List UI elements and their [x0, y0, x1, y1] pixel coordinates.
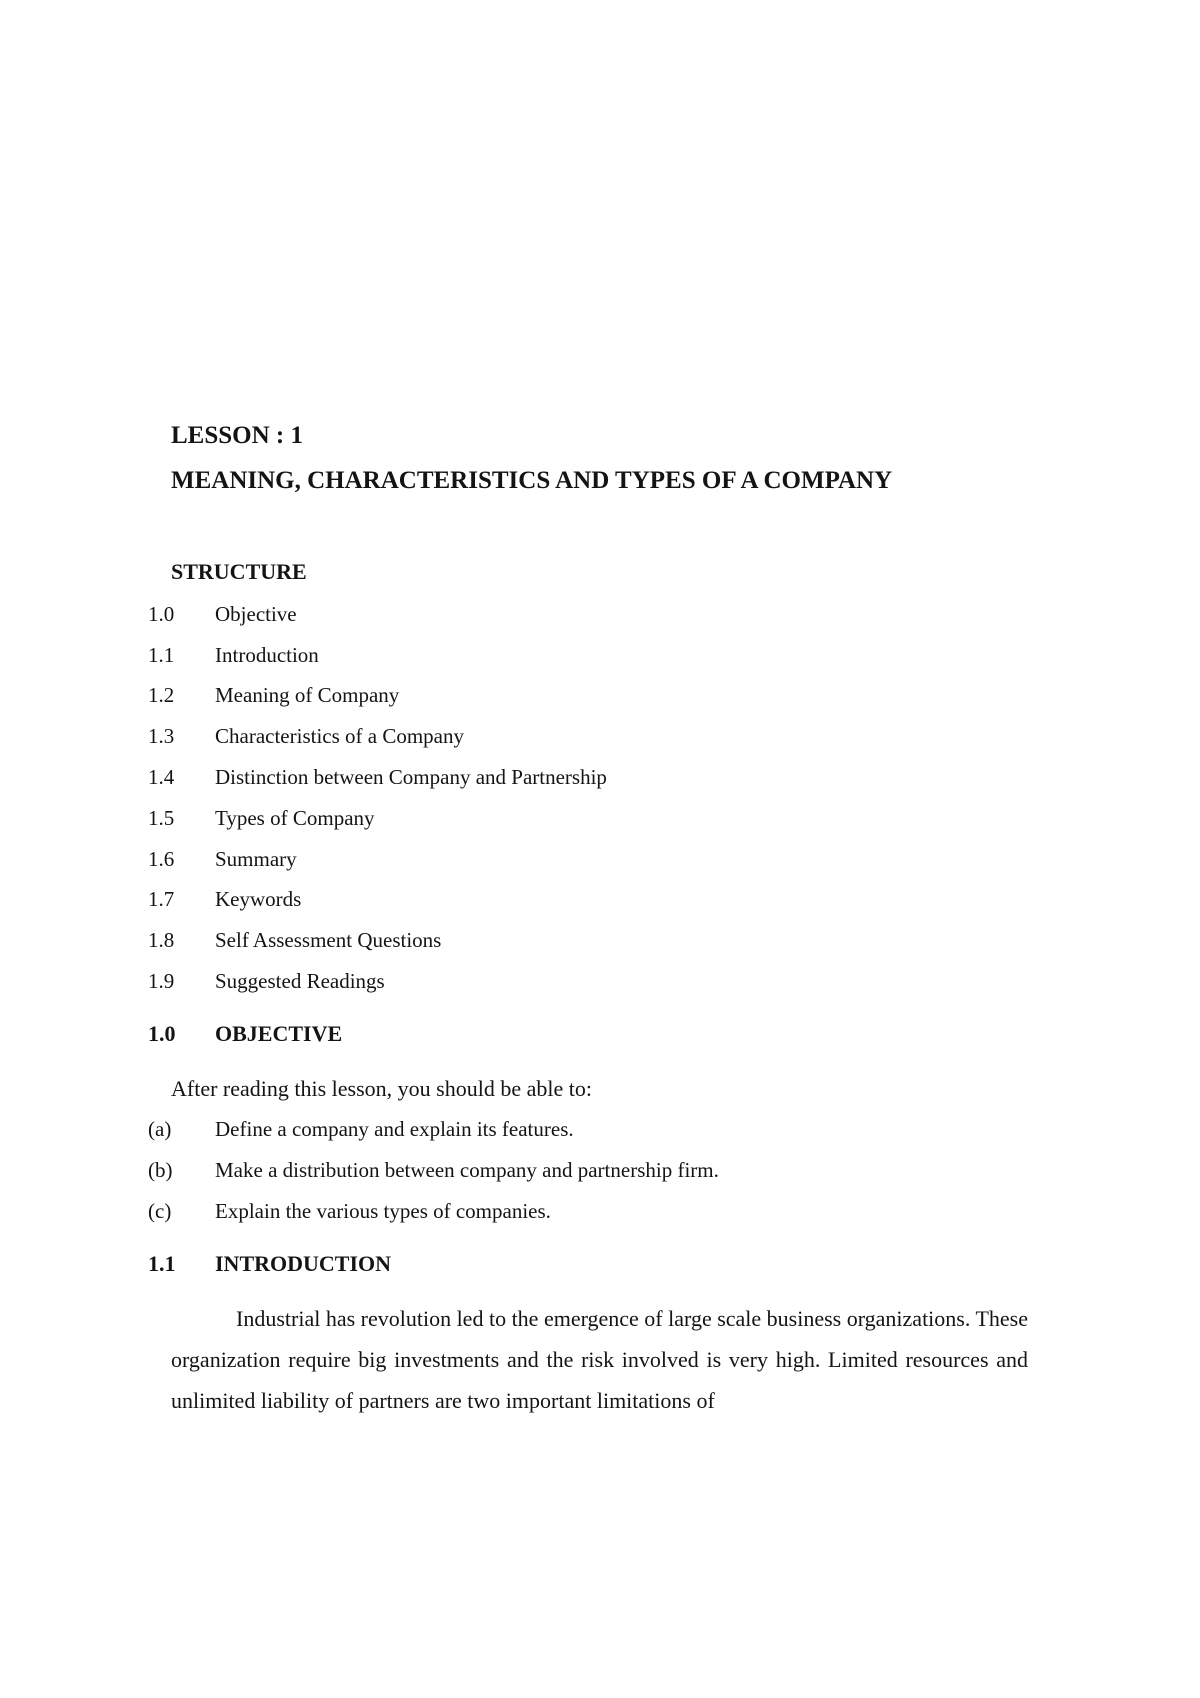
- structure-item-label: Distinction between Company and Partnership: [215, 765, 607, 789]
- introduction-paragraph-text: Industrial has revolution led to the emergence of large scale business organizations. These organization require big investments and the risk involved is very high. Limited resources and unlimited liability of partners are two important limitations of: [171, 1306, 1028, 1413]
- structure-item-number: 1.8: [148, 928, 175, 952]
- introduction-paragraph: [171, 1298, 1028, 1421]
- lesson-title: MEANING, CHARACTERISTICS AND TYPES OF A COMPANY: [171, 467, 893, 494]
- structure-item-label: Characteristics of a Company: [215, 724, 465, 748]
- introduction-heading: INTRODUCTION: [215, 1251, 392, 1276]
- structure-item-label: Types of Company: [215, 806, 375, 830]
- structure-item-number: 1.5: [148, 806, 175, 830]
- objective-point-marker: (a): [148, 1117, 172, 1141]
- objective-point-marker: (c): [148, 1199, 172, 1223]
- structure-item-number: 1.3: [148, 724, 175, 748]
- structure-item-number: 1.0: [148, 602, 175, 626]
- objective-point-text: Make a distribution between company and partnership firm.: [215, 1158, 719, 1182]
- objective-point-text: Define a company and explain its features.: [215, 1117, 574, 1141]
- structure-item-number: 1.6: [148, 847, 175, 871]
- structure-item-label: Objective: [215, 602, 297, 626]
- structure-item-number: 1.9: [148, 969, 175, 993]
- structure-item-label: Introduction: [215, 643, 319, 667]
- objective-heading: OBJECTIVE: [215, 1021, 343, 1046]
- structure-item-label: Self Assessment Questions: [215, 928, 442, 952]
- structure-item-label: Suggested Readings: [215, 969, 385, 993]
- structure-item-number: 1.1: [148, 643, 175, 667]
- objective-intro: After reading this lesson, you should be able to:: [171, 1076, 592, 1101]
- structure-item-label: Keywords: [215, 887, 302, 911]
- introduction-number: 1.1: [148, 1251, 176, 1276]
- objective-point-text: Explain the various types of companies.: [215, 1199, 551, 1223]
- structure-heading: STRUCTURE: [171, 559, 307, 584]
- objective-point-marker: (b): [148, 1158, 173, 1182]
- lesson-number: LESSON : 1: [171, 422, 303, 449]
- objective-number: 1.0: [148, 1021, 176, 1046]
- structure-item-number: 1.7: [148, 887, 175, 911]
- structure-item-label: Summary: [215, 847, 297, 871]
- structure-item-number: 1.2: [148, 683, 175, 707]
- structure-item-number: 1.4: [148, 765, 175, 789]
- structure-item-label: Meaning of Company: [215, 683, 400, 707]
